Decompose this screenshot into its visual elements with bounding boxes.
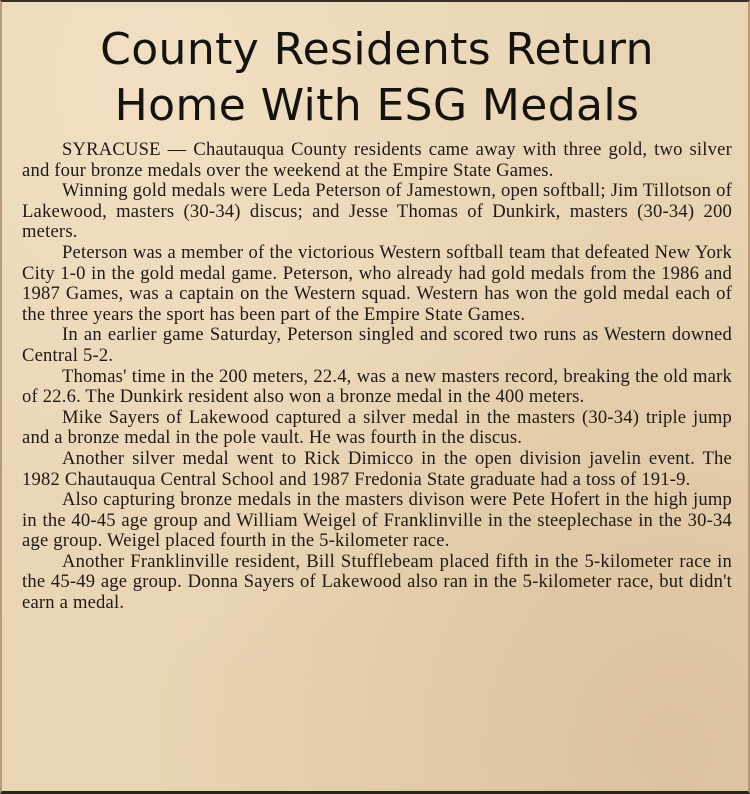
paragraph-bronze-medals: Also capturing bronze medals in the masters divison were Pete Hofert in the high jump in the 40-45 age group and William Weigel of Franklinville in the steeplechase in the 30-34 age group. Weigel placed fourth in the 5-kilometer race. bbox=[22, 489, 732, 552]
headline bbox=[22, 22, 732, 134]
headline-line-1: County Residents Return bbox=[100, 24, 654, 75]
paragraph-stufflebeam: Another Franklinville resident, Bill Stufflebeam placed fifth in the 5-kilometer race in the 45-49 age group. Donna Sayers of Lakewood also ran in the 5-kilometer race, but didn't earn a medal. bbox=[22, 550, 732, 614]
paragraph-dimicco-javelin: Another silver medal went to Rick Dimicco in the open division javelin event. The 1982 Chautauqua Central School and 1987 Fredonia State graduate had a toss of 191-9. bbox=[22, 447, 732, 490]
paragraph-sayers-silver: Mike Sayers of Lakewood captured a silver medal in the masters (30-34) triple jump and a bronze medal in the pole vault. He was fourth in the discus. bbox=[22, 406, 732, 449]
paragraph-thomas-record: Thomas' time in the 200 meters, 22.4, was a new masters record, breaking the old mark of 22.6. The Dunkirk resident also won a bronze medal in the 400 meters. bbox=[22, 365, 732, 408]
article-body bbox=[22, 140, 732, 614]
paragraph-peterson-softball: Peterson was a member of the victorious Western softball team that defeated New York City 1-0 in the gold medal game. Peterson, who already had gold medals from the 1986 and 1987 Games, was a captain on the Western squad. Western has won the gold medal each of the three years the sport has been part of the Empire State Games. bbox=[22, 241, 732, 325]
paragraph-earlier-game: In an earlier game Saturday, Peterson singled and scored two runs as Western downed Central 5-2. bbox=[22, 324, 732, 366]
headline-line-2: Home With ESG Medals bbox=[114, 80, 640, 131]
paragraph-gold-winners: Winning gold medals were Leda Peterson of Jamestown, open softball; Jim Tillotson of Lakewood, masters (30-34) discus; and Jesse Thomas of Dunkirk, masters (30-34) 200 meters. bbox=[22, 180, 732, 243]
paragraph-dateline: SYRACUSE — Chautauqua County residents came away with three gold, two silver and four bronze medals over the weekend at the Empire State Games. bbox=[22, 139, 732, 181]
